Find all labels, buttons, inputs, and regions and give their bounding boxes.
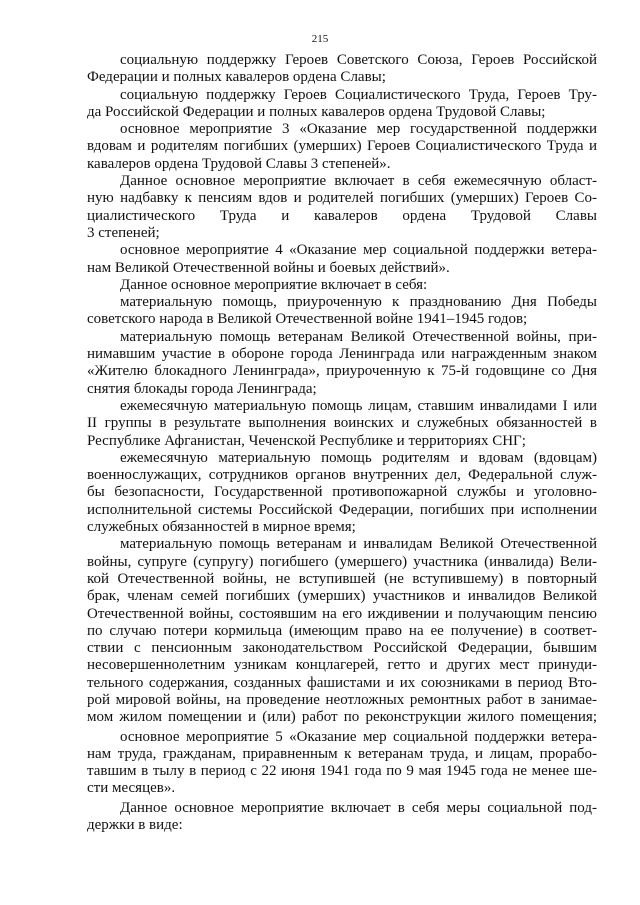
text-line: бы безопасности, Государственной противопожарной службы и уголовно-	[87, 484, 597, 501]
text-line: циалистического Труда и кавалеров ордена Трудовой Славы	[87, 207, 597, 224]
text-line: II группы в результате выполнения воинских и служебных обязанностей в	[87, 415, 597, 432]
text-line: Данное основное мероприятие включает в себя:	[120, 276, 428, 293]
text-line: основное мероприятие 5 «Оказание мер социальной поддержки ветера-	[120, 728, 597, 745]
text-line: тельного содержания, созданных фашистами и их союзниками в период Вто-	[87, 674, 597, 691]
text-line: кой Отечественной войны, не вступившей (не вступившему) в повторный	[87, 570, 597, 587]
text-line: мом жилом помещении и (или) работ по реконструкции жилого помещения;	[87, 709, 597, 726]
text-line: Федерации и полных кавалеров ордена Славы;	[87, 69, 386, 86]
text-line: служебных обязанностей в мирное время;	[87, 519, 356, 536]
text-line: нимавшим участие в обороне города Ленинграда или награжденным знаком	[87, 346, 597, 363]
text-line: брак, членам семей погибших (умерших) участников и инвалидов Великой	[87, 588, 597, 605]
text-line: социальную поддержку Героев Советского Союза, Героев Российской	[120, 52, 597, 68]
text-line: тавшим в тылу в период с 22 июня 1941 года по 9 мая 1945 года не менее ше-	[87, 763, 597, 780]
page-number: 215	[311, 33, 329, 45]
text-line: Данное основное мероприятие включает в себя ежемесячную област-	[120, 173, 597, 190]
text-line: Республике Афганистан, Чеченской Республике и территориях СНГ;	[87, 432, 526, 449]
text-line: сти месяцев».	[87, 780, 176, 797]
text-line: «Жителю блокадного Ленинграда», приуроченную к 75-й годовщине со Дня	[87, 363, 597, 380]
text-line: рой мировой войны, на проведение неотложных ремонтных работ в занимае-	[87, 691, 597, 708]
text-line: основное мероприятие 4 «Оказание мер социальной поддержки ветера-	[120, 242, 597, 259]
text-line: ную надбавку к пенсиям вдов и родителей погибших (умерших) Героев Со-	[87, 190, 597, 207]
text-line: войны, супруге (супругу) погибшего (умершего) участника (инвалида) Вели-	[87, 553, 597, 570]
text-line: по случаю потери кормильца (имеющим право на ее получение) в соответ-	[87, 622, 597, 639]
text-line: Данное основное мероприятие включает в себя меры социальной под-	[120, 799, 597, 816]
text-line: исполнительной системы Российской Федерации, погибших при исполнении	[87, 501, 597, 518]
text-line: нам Великой Отечественной войны и боевых действий».	[87, 259, 450, 276]
text-line: материальную помощь ветеранам Великой Отечественной войны, при-	[120, 328, 597, 345]
text-line: ствии с пенсионным законодательством Российской Федерации, бывшим	[87, 640, 597, 657]
text-line: кавалеров ордена Трудовой Славы 3 степеней».	[87, 155, 391, 172]
text-line: несовершеннолетним узникам концлагерей, гетто и других мест принуди-	[87, 657, 597, 674]
text-line: советского народа в Великой Отечественной войне 1941–1945 годов;	[87, 311, 528, 328]
text-line: основное мероприятие 3 «Оказание мер государственной поддержки	[120, 121, 597, 138]
text-line: держки в виде:	[87, 817, 183, 834]
text-line: ежемесячную материальную помощь лицам, ставшим инвалидами I или	[120, 397, 597, 414]
text-line: материальную помощь ветеранам и инвалидам Великой Отечественной	[120, 536, 597, 553]
text-line: ежемесячную материальную помощь родителям и вдовам (вдовцам)	[120, 449, 597, 466]
text-line: социальную поддержку Героев Социалистического Труда, Героев Тру-	[120, 86, 597, 103]
text-line: материальную помощь, приуроченную к празднованию Дня Победы	[120, 294, 597, 311]
text-line: 3 степеней;	[87, 224, 160, 241]
text-line: снятия блокады города Ленинграда;	[87, 380, 317, 397]
document-body	[87, 52, 597, 834]
text-line: нам труда, гражданам, приравненным к ветеранам труда, и лицам, прорабо-	[87, 745, 597, 762]
text-line: вдовам и родителям погибших (умерших) Героев Социалистического Труда и	[87, 138, 597, 155]
text-line: Отечественной войны, состоявшим на его иждивении и получающим пенсию	[87, 605, 597, 622]
text-line: да Российской Федерации и полных кавалеров ордена Трудовой Славы;	[87, 103, 546, 120]
text-line: военнослужащих, сотрудников органов внутренних дел, Федеральной служ-	[87, 467, 597, 484]
